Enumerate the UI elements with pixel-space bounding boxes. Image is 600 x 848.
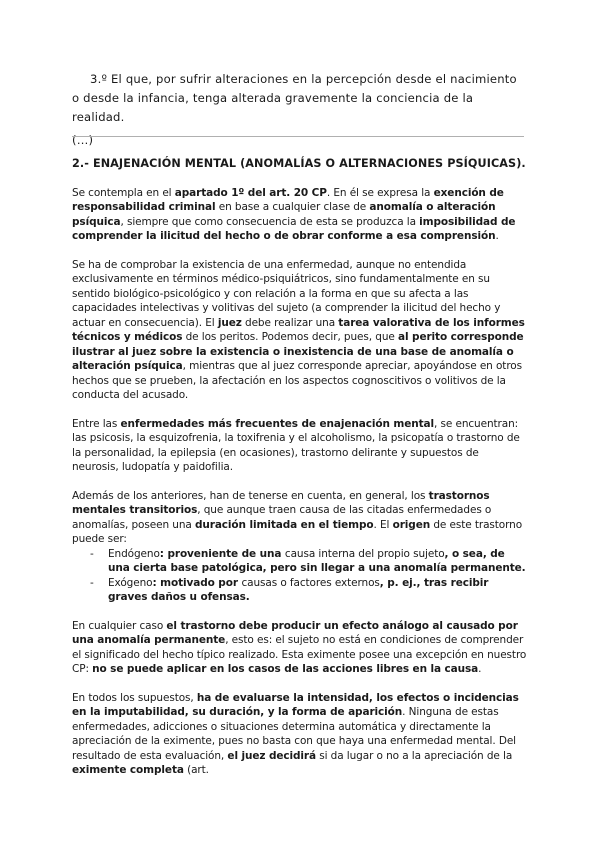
- list-bullet: -: [90, 547, 94, 560]
- bold-phrase: , o sea, de una cierta base patológica, pero sin llegar a una anomalía permanente.: [108, 547, 526, 574]
- bold-phrase: no se puede aplicar en los casos de las acciones libres en la causa: [92, 663, 479, 675]
- bold-phrase: eximente completa: [72, 764, 184, 776]
- paragraph-3: Entre las enfermedades más frecuentes de enajenación mental, se encuentran: las psicosis, la esquizofrenia, la toxifrenia y el alcoholismo, la psicopatía o trastorno de la personalidad, la epilepsia (en ocasiones), trastorno delirante y supuestos de neurosis, ludopatía y paidofilia.: [72, 417, 520, 473]
- origin-list: [72, 547, 528, 605]
- list-item-text: Endógeno: proveniente de una causa interna del propio sujeto, o sea, de una cierta base patológica, pero sin llegar a una anomalía permanente.: [108, 547, 526, 574]
- bold-phrase: exención de responsabilidad criminal: [72, 186, 504, 213]
- bold-phrase: , p. ej., tras recibir graves daños u ofensas.: [108, 576, 489, 603]
- list-bullet: -: [90, 576, 94, 589]
- bold-phrase: tarea valorativa de los informes técnicos y médicos: [72, 316, 525, 343]
- section-heading: 2.- ENAJENACIÓN MENTAL (ANOMALÍAS O ALTERNACIONES PSÍQUICAS).: [72, 157, 526, 170]
- paragraph-2: Se ha de comprobar la existencia de una enfermedad, aunque no entendida exclusivamente en términos médico-psiquiátricos, sino fundamentalmente en su sentido biológico-psicológico y con relación a la forma en que su afecta a las capacidades intelectivas y volitivas del sujeto (a comprender la ilicitud del hecho y actuar en consecuencia). El juez debe realizar una tarea valorativa de los informes técnicos y médicos de los peritos. Podemos decir, pues, que al perito corresponde ilustrar al juez sobre la existencia o inexistencia de una base de anomalía o alteración psíquica, mientras que al juez corresponde apreciar, apoyándose en otros hechos que se prueben, la afectación en los aspectos cognoscitivos o volitivos de la conducta del acusado.: [72, 258, 525, 401]
- paragraph-6: En todos los supuestos, ha de evaluarse la intensidad, los efectos o incidencias en la imputabilidad, su duración, y la forma de aparición. Ninguna de estas enfermedades, adicciones o situaciones determina automática y directamente la apreciación de la eximente, pues no basta con que haya una enfermedad mental. Del resultado de esta evaluación, el juez decidirá si da lugar o no a la apreciación de la eximente completa (art.: [72, 691, 519, 776]
- bold-phrase: : proveniente de una: [159, 547, 285, 560]
- list-item: [72, 547, 528, 576]
- bold-phrase: juez: [217, 316, 242, 329]
- bold-phrase: el trastorno debe producir un efecto análogo al causado por una anomalía permanente: [72, 619, 518, 646]
- bold-phrase: el juez decidirá: [227, 749, 316, 762]
- bold-phrase: enfermedades más frecuentes de enajenación mental: [120, 417, 435, 430]
- paragraph-4: Además de los anteriores, han de tenerse en cuenta, en general, los trastornos mentales transitorios, que aunque traen causa de las citadas enfermedades o anomalías, poseen una duración limitada en el tiempo. El origen de este trastorno puede ser:: [72, 489, 523, 545]
- bold-phrase: origen: [392, 518, 431, 531]
- bold-phrase: anomalía o alteración psíquica: [72, 201, 496, 228]
- section-divider: [72, 136, 524, 137]
- section-content: [72, 157, 528, 778]
- bold-phrase: duración limitada en el tiempo: [194, 518, 374, 531]
- bold-phrase: ha de evaluarse la intensidad, los efectos o incidencias en la imputabilidad, su duración, y la forma de aparición: [72, 691, 519, 718]
- list-item-text: Exógeno: motivado por causas o factores externos, p. ej., tras recibir graves daños u ofensas.: [108, 576, 489, 603]
- paragraph-1: Se contempla en el apartado 1º del art. 20 CP. En él se expresa la exención de responsabilidad criminal en base a cualquier clase de anomalía o alteración psíquica, siempre que como consecuencia de esta se produzca la imposibilidad de comprender la ilicitud del hecho o de obrar conforme a esa comprensión.: [72, 186, 516, 242]
- paragraph-5: En cualquier caso el trastorno debe producir un efecto análogo al causado por una anomalía permanente, esto es: el sujeto no está en condiciones de comprender el significado del hecho típico realizado. Esta eximente posee una excepción en nuestro CP: no se puede aplicar en los casos de las acciones libres en la causa.: [72, 619, 527, 675]
- quote-text: 3.º El que, por sufrir alteraciones en la percepción desde el nacimiento o desde la infancia, tenga alterada gravemente la conciencia de la realidad.: [72, 72, 517, 124]
- bold-phrase: imposibilidad de comprender la ilicitud del hecho o de obrar conforme a esa comprensión: [72, 215, 516, 242]
- bold-phrase: : motivado por: [152, 576, 242, 589]
- bold-phrase: apartado 1º del art. 20 CP: [174, 186, 327, 199]
- bold-phrase: trastornos mentales transitorios: [72, 489, 490, 516]
- list-item: [72, 576, 528, 605]
- quote-block: [72, 70, 528, 150]
- quote-ellipsis: (…): [72, 133, 94, 147]
- bold-phrase: al perito corresponde ilustrar al juez sobre la existencia o inexistencia de una base de anomalía o alteración psíquica: [72, 331, 524, 372]
